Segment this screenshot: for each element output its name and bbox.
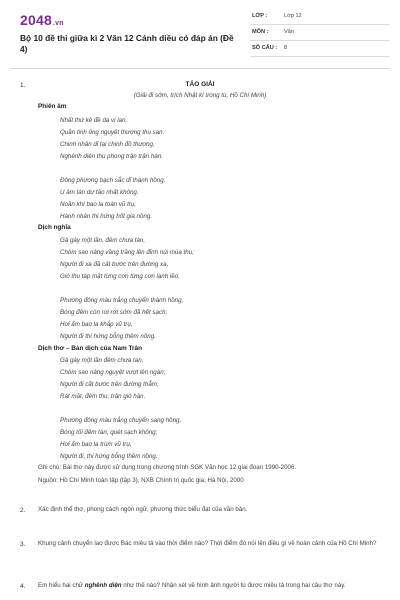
question-number: 3. — [20, 541, 26, 548]
poem-line: Nghênh diện thu phong trận trận hàn. — [60, 153, 163, 160]
poem-line: Người đi cất bước trên đường thẳm, — [60, 381, 159, 388]
source-note: Ghi chú: Bài thơ này được sử dụng trong chương trình SGK Văn học 12 giai đoạn 1990-2006. — [38, 464, 297, 471]
meta-value: Lớp 12 — [284, 13, 302, 19]
poem-line: Phương đông màu trắng chuyển thành hồng, — [60, 297, 184, 304]
exam-title: Bộ 10 đề thi giữa kì 2 Văn 12 Cánh diều có đáp án (Đề 4) — [20, 33, 234, 54]
poem-line: Hơi ấm bao la trùm vũ trụ, — [60, 441, 132, 448]
poem-line: Bóng tối đêm tàn, quét sạch không; — [60, 429, 158, 436]
section-heading: Dịch nghĩa — [38, 224, 71, 231]
question-text: Khung cảnh chuyển lao được Bác miêu tả vào thời điểm nào? Thời điểm đó nói lên điều gì về hoàn cảnh của Hồ Chí Minh? — [38, 540, 377, 547]
poem-line: Hơi ấm bao la khắp vũ trụ, — [60, 321, 133, 328]
poem-title: TẢO GIẢI — [185, 81, 215, 88]
question-text: Xác định thể thơ, phong cách ngôn ngữ, phương thức biểu đạt của văn bản. — [38, 506, 248, 513]
poem-line: Gà gáy một lần, đêm chưa tàn, — [60, 237, 146, 244]
poem-line: Gà gáy một lần đêm chưa tan, — [60, 357, 144, 364]
question-text: Em hiểu hai chữ nghênh diện như thế nào? Nhận xét về hình ảnh người tù được miêu tả trong hai câu thơ này. — [38, 582, 346, 589]
meta-value: Văn — [284, 29, 294, 35]
page-header — [0, 0, 400, 64]
meta-value: 8 — [284, 45, 288, 51]
poem-subtitle: (Giải đi sớm, trích Nhật kí trong tù, Hồ Chí Minh) — [133, 92, 267, 99]
poem-line: Người đi thi hứng bỗng thêm nồng. — [60, 333, 156, 340]
section-heading: Dịch thơ – Bản dịch của Nam Trân — [38, 345, 142, 352]
meta-row-subject — [250, 25, 390, 41]
poem-line: Bóng đêm còn rơi rớt sớm đã hết sạch; — [60, 309, 168, 316]
poem-line: Chinh nhân dĩ tại chinh đồ thượng, — [60, 141, 155, 148]
poem-line: Người đi xa đã cất bước trên đường xa, — [60, 261, 169, 268]
poem-line: Chòm sao nâng nguyệt vượt lên ngàn; — [60, 369, 166, 376]
meta-key: MÔN : — [252, 29, 269, 35]
poem-line: Nhất thứ kê đề dạ vị lan, — [60, 117, 128, 124]
poem-line: Rát mặt, đêm thu, trận gió hàn. — [60, 393, 146, 400]
poem-line: Hành nhân thi hứng hốt gia nồng. — [60, 213, 152, 220]
poem-line: Gió thu táp mặt từng cơn từng cơn lạnh lẽo. — [60, 273, 180, 280]
section-heading: Phiên âm — [38, 103, 67, 110]
question-number: 1. — [20, 82, 26, 89]
poem-line: Đông phương bạch sắc dĩ thành hồng, — [60, 177, 166, 184]
site-logo[interactable]: 2048.vn — [20, 12, 64, 28]
meta-key: SỐ CÂU : — [252, 45, 278, 51]
meta-row-question-count — [250, 41, 390, 57]
poem-line: U ám tàn dư tảo nhất không. — [60, 189, 139, 196]
source-note: Nguồn: Hồ Chí Minh toàn tập (tập 3), NXB Chính trị quốc gia, Hà Nội, 2000 — [38, 477, 244, 484]
poem-line: Quần tinh ủng nguyệt thượng thu san. — [60, 129, 165, 136]
meta-row-class — [250, 9, 390, 25]
poem-line: Phương đông màu trắng chuyển sang hồng, — [60, 417, 182, 424]
poem-line: Noãn khí bao la toàn vũ trụ, — [60, 201, 137, 208]
poem-line: Chòm sao nâng vầng trăng lên đỉnh núi mùa thu; — [60, 249, 194, 256]
header-divider — [10, 68, 390, 69]
meta-key: LỚP : — [252, 13, 268, 19]
question-number: 2. — [20, 507, 26, 514]
emphasized-term: nghênh diện — [84, 582, 122, 589]
question-number: 4. — [20, 583, 26, 590]
poem-line: Người đi, thi hứng bỗng thêm nồng. — [60, 453, 158, 460]
exam-meta-table — [250, 9, 390, 57]
